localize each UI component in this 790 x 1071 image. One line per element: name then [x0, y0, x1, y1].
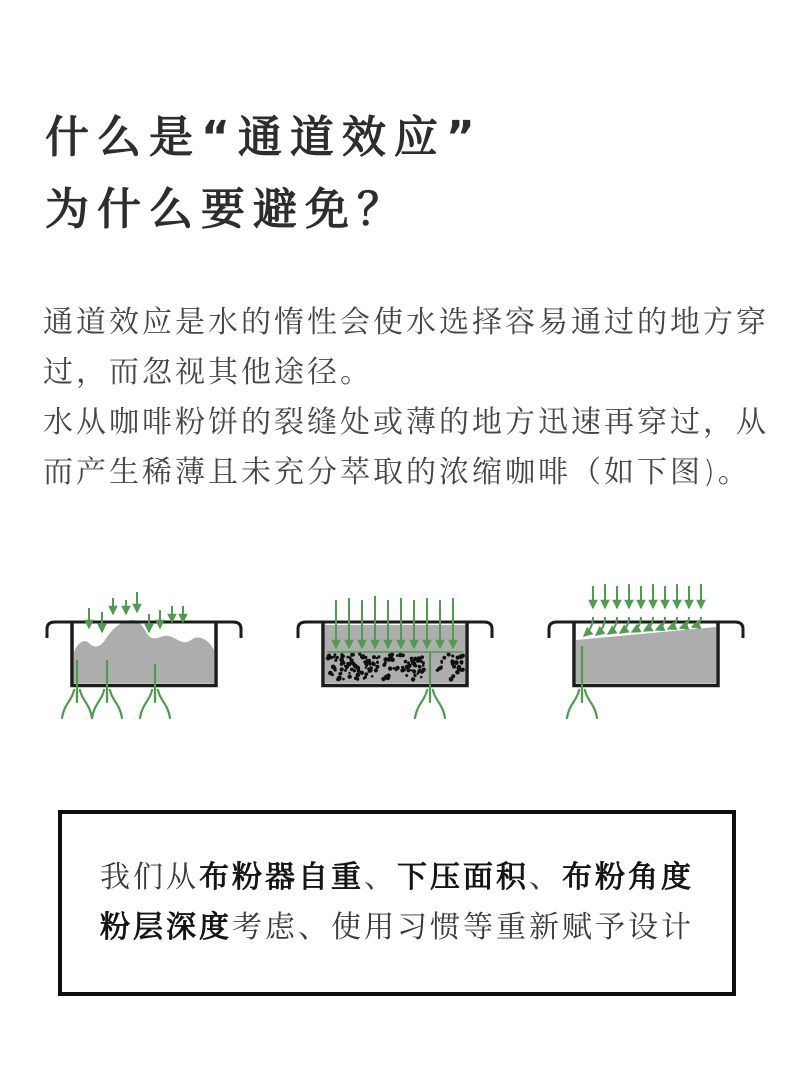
- intro-paragraph: [43, 298, 769, 498]
- title-line-2: 为什么要避免？: [45, 184, 409, 235]
- diagram-sloped-bed: [547, 572, 745, 722]
- page-title: [45, 102, 483, 246]
- note-segment: 布粉角度: [562, 860, 694, 895]
- title-line-1: 什么是“通道效应”: [45, 112, 483, 163]
- intro-line-1: 通道效应是水的惰性会使水选择容易通过的地方穿: [43, 305, 769, 340]
- water-layer: [325, 625, 465, 683]
- spray-icon: [415, 689, 445, 718]
- note-segment: 我们从: [100, 860, 199, 895]
- note-line-1: [92, 853, 702, 903]
- diagram-row: [45, 572, 745, 722]
- spray-icon: [92, 689, 122, 718]
- note-segment: 粉层深度: [100, 910, 232, 945]
- note-box: [58, 810, 736, 996]
- intro-line-2: 过，而忽视其他途径。: [43, 355, 373, 390]
- spray-icon: [62, 689, 92, 718]
- spray-icon: [567, 689, 597, 718]
- water-arrows-top: [593, 584, 701, 608]
- coffee-bed-uneven: [74, 620, 214, 683]
- diagram-uneven-bed: [45, 572, 243, 722]
- diagram-cracked-bed: [296, 572, 494, 722]
- intro-line-4: 而产生稀薄且未充分萃取的浓缩咖啡（如下图)。: [43, 455, 751, 490]
- spray-icon: [140, 689, 170, 718]
- note-segment: 、: [364, 860, 397, 895]
- note-segment: 下压面积: [397, 860, 529, 895]
- note-segment: 、: [529, 860, 562, 895]
- note-line-2: [92, 903, 702, 953]
- intro-line-3: 水从咖啡粉饼的裂缝处或薄的地方迅速再穿过，从: [43, 405, 769, 440]
- note-segment: 考虑、使用习惯等重新赋予设计: [232, 910, 694, 945]
- note-segment: 布粉器自重: [199, 860, 364, 895]
